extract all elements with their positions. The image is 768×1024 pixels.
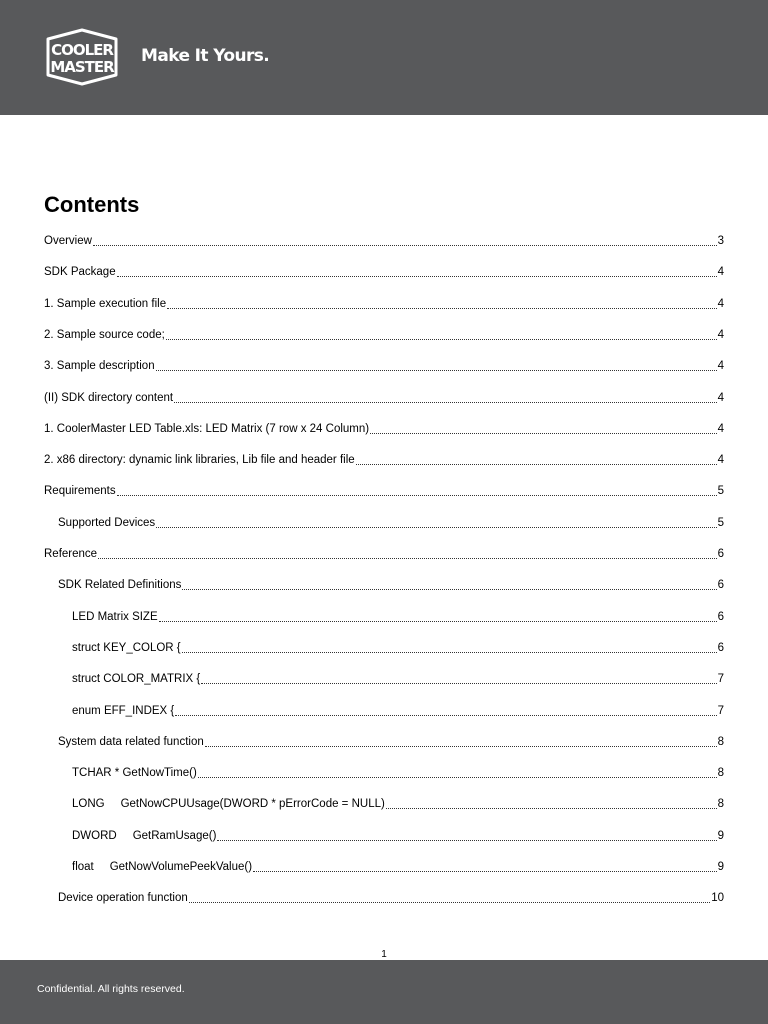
toc-entry-label: 3. Sample description bbox=[44, 360, 155, 372]
toc-entry-label: DWORD GetRamUsage() bbox=[72, 830, 217, 842]
toc-entry[interactable] bbox=[58, 734, 724, 750]
toc-entry[interactable] bbox=[72, 796, 724, 812]
toc-entry-label: Reference bbox=[44, 548, 98, 560]
toc-entry[interactable] bbox=[72, 609, 724, 625]
page-number: 1 bbox=[381, 949, 387, 960]
toc-entry-label: struct COLOR_MATRIX { bbox=[72, 673, 201, 685]
toc-entry-label: LONG GetNowCPUUsage(DWORD * pErrorCode = NULL) bbox=[72, 798, 385, 810]
toc-entry-label: TCHAR * GetNowTime() bbox=[72, 767, 197, 779]
toc-entry[interactable] bbox=[72, 703, 724, 719]
toc-entry-page: 7 bbox=[717, 705, 724, 717]
toc-dot-leader bbox=[201, 683, 716, 684]
toc-entry[interactable] bbox=[72, 671, 724, 687]
toc-entry-label: float GetNowVolumePeekValue() bbox=[72, 861, 253, 873]
toc-entry-page: 9 bbox=[717, 861, 724, 873]
toc-dot-leader bbox=[175, 715, 716, 716]
toc-entry-page: 4 bbox=[717, 360, 724, 372]
toc-entry-page: 5 bbox=[717, 517, 724, 529]
toc-dot-leader bbox=[217, 840, 716, 841]
toc-entry[interactable] bbox=[44, 327, 724, 343]
toc-entry-label: Device operation function bbox=[58, 892, 188, 904]
toc-entry-label: Overview bbox=[44, 235, 92, 247]
toc-dot-leader bbox=[205, 746, 717, 747]
toc-entry-label: SDK Package bbox=[44, 266, 116, 278]
toc-entry[interactable] bbox=[58, 577, 724, 593]
toc-entry-label: Supported Devices bbox=[58, 517, 156, 529]
toc-entry-label: 2. Sample source code; bbox=[44, 329, 165, 341]
toc-dot-leader bbox=[386, 808, 717, 809]
toc-entry-page: 6 bbox=[717, 642, 724, 654]
toc-entry[interactable] bbox=[72, 859, 724, 875]
toc-entry-page: 8 bbox=[717, 736, 724, 748]
toc-entry[interactable] bbox=[44, 296, 724, 312]
toc-dot-leader bbox=[370, 433, 716, 434]
toc-dot-leader bbox=[198, 777, 717, 778]
toc-entry[interactable] bbox=[58, 890, 724, 906]
toc-dot-leader bbox=[156, 370, 717, 371]
toc-entry[interactable] bbox=[72, 765, 724, 781]
toc-entry-label: (II) SDK directory content bbox=[44, 392, 174, 404]
toc-entry-page: 8 bbox=[717, 767, 724, 779]
toc-entry-page: 3 bbox=[717, 235, 724, 247]
toc-entry[interactable] bbox=[44, 233, 724, 249]
page-header bbox=[0, 0, 768, 115]
toc-entry-label: enum EFF_INDEX { bbox=[72, 705, 175, 717]
toc-entry[interactable] bbox=[72, 828, 724, 844]
toc-entry-page: 9 bbox=[717, 830, 724, 842]
toc-entry[interactable] bbox=[44, 358, 724, 374]
toc-entry-page: 5 bbox=[717, 485, 724, 497]
svg-text:MASTER: MASTER bbox=[50, 58, 114, 76]
toc-entry-page: 4 bbox=[717, 266, 724, 278]
toc-dot-leader bbox=[98, 558, 717, 559]
toc-entry[interactable] bbox=[72, 640, 724, 656]
toc-dot-leader bbox=[174, 402, 716, 403]
svg-text:COOLER: COOLER bbox=[51, 41, 113, 59]
toc-entry-page: 7 bbox=[717, 673, 724, 685]
toc-dot-leader bbox=[182, 589, 716, 590]
brand-tagline: Make It Yours. bbox=[141, 46, 270, 66]
toc-entry-page: 4 bbox=[717, 423, 724, 435]
toc-entry-label: SDK Related Definitions bbox=[58, 579, 182, 591]
toc-entry[interactable] bbox=[44, 421, 724, 437]
toc-entry-page: 6 bbox=[717, 548, 724, 560]
toc-entry-page: 10 bbox=[711, 892, 724, 904]
toc-dot-leader bbox=[93, 245, 717, 246]
toc-entry-page: 6 bbox=[717, 611, 724, 623]
toc-dot-leader bbox=[182, 652, 717, 653]
toc-dot-leader bbox=[166, 339, 717, 340]
toc-entry-label: 1. CoolerMaster LED Table.xls: LED Matrix (7 row x 24 Column) bbox=[44, 423, 370, 435]
page-footer bbox=[0, 960, 768, 1024]
confidential-notice: Confidential. All rights reserved. bbox=[37, 983, 185, 995]
toc-dot-leader bbox=[159, 621, 717, 622]
toc-entry-label: Requirements bbox=[44, 485, 116, 497]
toc-dot-leader bbox=[356, 464, 717, 465]
toc-dot-leader bbox=[167, 308, 716, 309]
toc-entry[interactable] bbox=[44, 546, 724, 562]
toc-entry-label: 2. x86 directory: dynamic link libraries, Lib file and header file bbox=[44, 454, 355, 466]
cooler-master-logo bbox=[44, 28, 120, 86]
toc-entry-page: 4 bbox=[717, 329, 724, 341]
toc-entry-label: 1. Sample execution file bbox=[44, 298, 167, 310]
logo-badge-icon bbox=[44, 28, 120, 86]
toc-entry-page: 6 bbox=[717, 579, 724, 591]
toc-entry-label: struct KEY_COLOR { bbox=[72, 642, 181, 654]
toc-entry-label: LED Matrix SIZE bbox=[72, 611, 158, 623]
toc-entry-page: 4 bbox=[717, 298, 724, 310]
toc-entry[interactable] bbox=[44, 452, 724, 468]
toc-entry[interactable] bbox=[44, 390, 724, 406]
toc-dot-leader bbox=[117, 276, 717, 277]
toc-entry-label: System data related function bbox=[58, 736, 204, 748]
toc-dot-leader bbox=[156, 527, 716, 528]
toc-entry-page: 4 bbox=[717, 392, 724, 404]
toc-dot-leader bbox=[253, 871, 717, 872]
toc-entry[interactable] bbox=[44, 483, 724, 499]
toc-dot-leader bbox=[189, 902, 710, 903]
toc-dot-leader bbox=[117, 495, 717, 496]
toc-entry[interactable] bbox=[44, 264, 724, 280]
contents-title: Contents bbox=[44, 192, 140, 217]
toc-entry-page: 8 bbox=[717, 798, 724, 810]
toc-entry-page: 4 bbox=[717, 454, 724, 466]
toc-entry[interactable] bbox=[58, 515, 724, 531]
